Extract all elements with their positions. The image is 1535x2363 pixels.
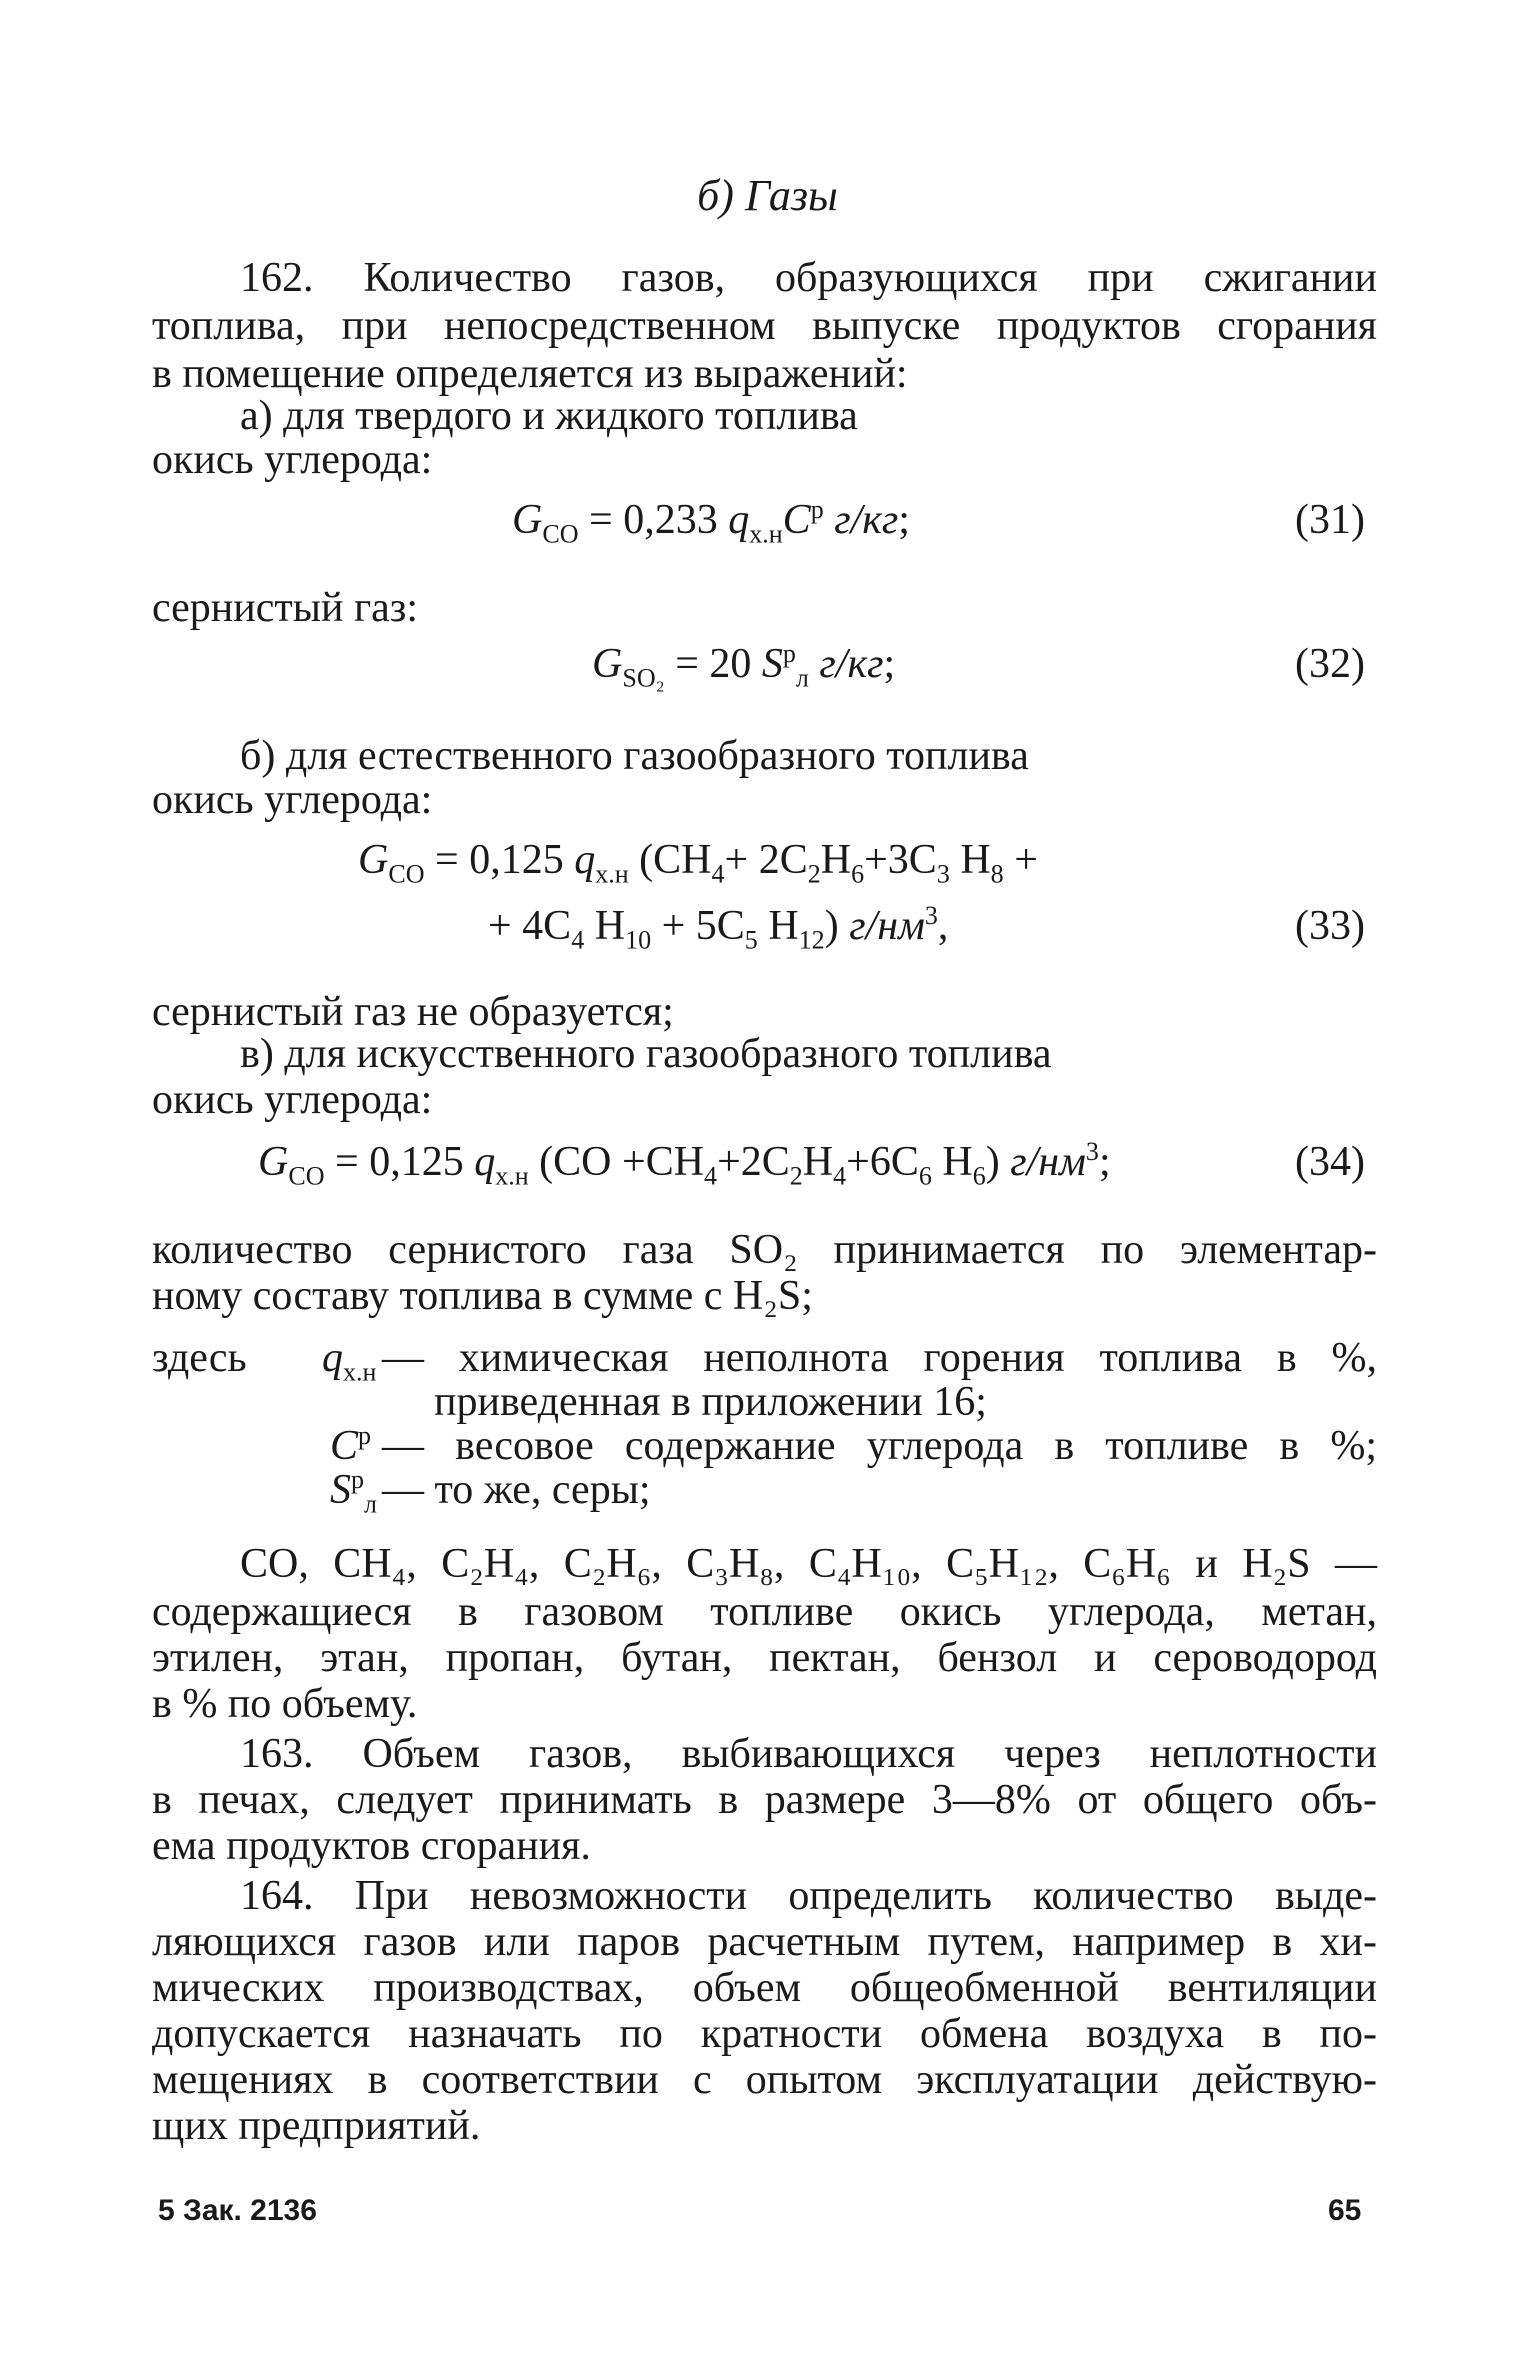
paragraph-163-line-3: ема продуктов сгорания. bbox=[152, 1823, 591, 1869]
paragraph-162-line-2: топлива, при непосредственном выпуске продуктов сгорания bbox=[152, 303, 1377, 349]
c-symbol: $C^р$ bbox=[330, 1421, 372, 1469]
case-b-co-label: окись углерода: bbox=[152, 777, 433, 823]
formula-32: $G_{SO_2} = 20$ $S^р_л$ г/кг; bbox=[592, 639, 896, 693]
q-definition-line-1: — химическая неполнота горения топлива в %, bbox=[382, 1335, 1377, 1381]
equation-number-31: (31) bbox=[1295, 497, 1365, 543]
s-definition: — то же, серы; bbox=[382, 1467, 651, 1513]
gases-line-3: этилен, этан, пропан, бутан, пектан, бензол и сероводород bbox=[152, 1635, 1377, 1681]
paragraph-164-line-5: мещениях в соответствии с опытом эксплуатации действую- bbox=[152, 2057, 1377, 2103]
no-so2-line: сернистый газ не образуется; bbox=[152, 989, 674, 1035]
order-number: 5 Зак. 2136 bbox=[158, 2194, 317, 2227]
paragraph-164-line-4: допускается назначать по кратности обмена воздуха в по- bbox=[152, 2011, 1377, 2057]
formula-31: $G_{CO} = 0,233$ $q_{х.н}C^р$ г/кг; bbox=[512, 495, 910, 549]
c-definition: — весовое содержание углерода в топливе в %; bbox=[382, 1423, 1377, 1469]
case-v-label: в) для искусственного газообразного топлива bbox=[240, 1031, 1052, 1077]
paragraph-164-line-3: мических производствах, объем общеобменной вентиляции bbox=[152, 1965, 1377, 2011]
section-heading: б) Газы bbox=[697, 171, 838, 220]
so2-note-line-2: ному составу топлива в сумме с H₂S; bbox=[152, 1273, 813, 1319]
paragraph-162-line-1: 162. Количество газов, образующихся при сжигании bbox=[240, 255, 1377, 301]
paragraph-162-line-3: в помещение определяется из выражений: bbox=[152, 351, 908, 397]
equation-number-34: (34) bbox=[1295, 1139, 1365, 1185]
paragraph-164-line-6: щих предприятий. bbox=[152, 2103, 481, 2149]
formula-33-line-2: + $4C_4$ $H_{10} + 5C_5$ $H_{12}$) $г/нм^3$, bbox=[488, 901, 949, 955]
definitions-label: здесь bbox=[152, 1335, 247, 1381]
paragraph-163-line-2: в печах, следует принимать в размере 3—8% от общего объ- bbox=[152, 1777, 1377, 1823]
paragraph-164-line-2: ляющихся газов или паров расчетным путем, например в хи- bbox=[152, 1919, 1377, 1965]
gases-line-4: в % по объему. bbox=[152, 1681, 418, 1727]
case-a-co-label: окись углерода: bbox=[152, 437, 433, 483]
gases-line-2: содержащиеся в газовом топливе окись углерода, метан, bbox=[152, 1589, 1377, 1635]
q-definition-line-2: приведенная в приложении 16; bbox=[434, 1379, 987, 1425]
s-symbol: $S^р_л$ bbox=[330, 1465, 378, 1519]
q-symbol: $q_{х.н}$ bbox=[322, 1335, 377, 1387]
gases-line-1: CO, CH₄, C₂H₄, C₂H₆, C₃H₈, C₄H₁₀, C₅H₁₂, C₆H₆ и H₂S — bbox=[240, 1541, 1377, 1587]
equation-number-33: (33) bbox=[1295, 903, 1365, 949]
case-a-so2-label: сернистый газ: bbox=[152, 585, 419, 631]
formula-34: $G_{CO} = 0,125$ $q_{х.н}$ ($CO +CH_4+2C_2H_4+6C_6$ $H_6$) $г/нм^3$; bbox=[258, 1137, 1111, 1191]
equation-number-32: (32) bbox=[1295, 641, 1365, 687]
case-v-co-label: окись углерода: bbox=[152, 1077, 433, 1123]
case-a-label: а) для твердого и жидкого топлива bbox=[240, 393, 858, 439]
formula-33-line-1: $G_{CO} = 0,125$ $q_{х.н}$ ($CH_4+ 2C_2H_6+3C_3$ $H_8$ + bbox=[358, 837, 1038, 889]
paragraph-164-line-1: 164. При невозможности определить количество выде- bbox=[240, 1873, 1377, 1919]
page-number: 65 bbox=[1328, 2194, 1362, 2227]
paragraph-163-line-1: 163. Объем газов, выбивающихся через неплотности bbox=[240, 1731, 1377, 1777]
case-b-label: б) для естественного газообразного топлива bbox=[240, 733, 1029, 779]
so2-note-line-1: количество сернистого газа SO₂ принимается по элементар- bbox=[152, 1227, 1377, 1273]
